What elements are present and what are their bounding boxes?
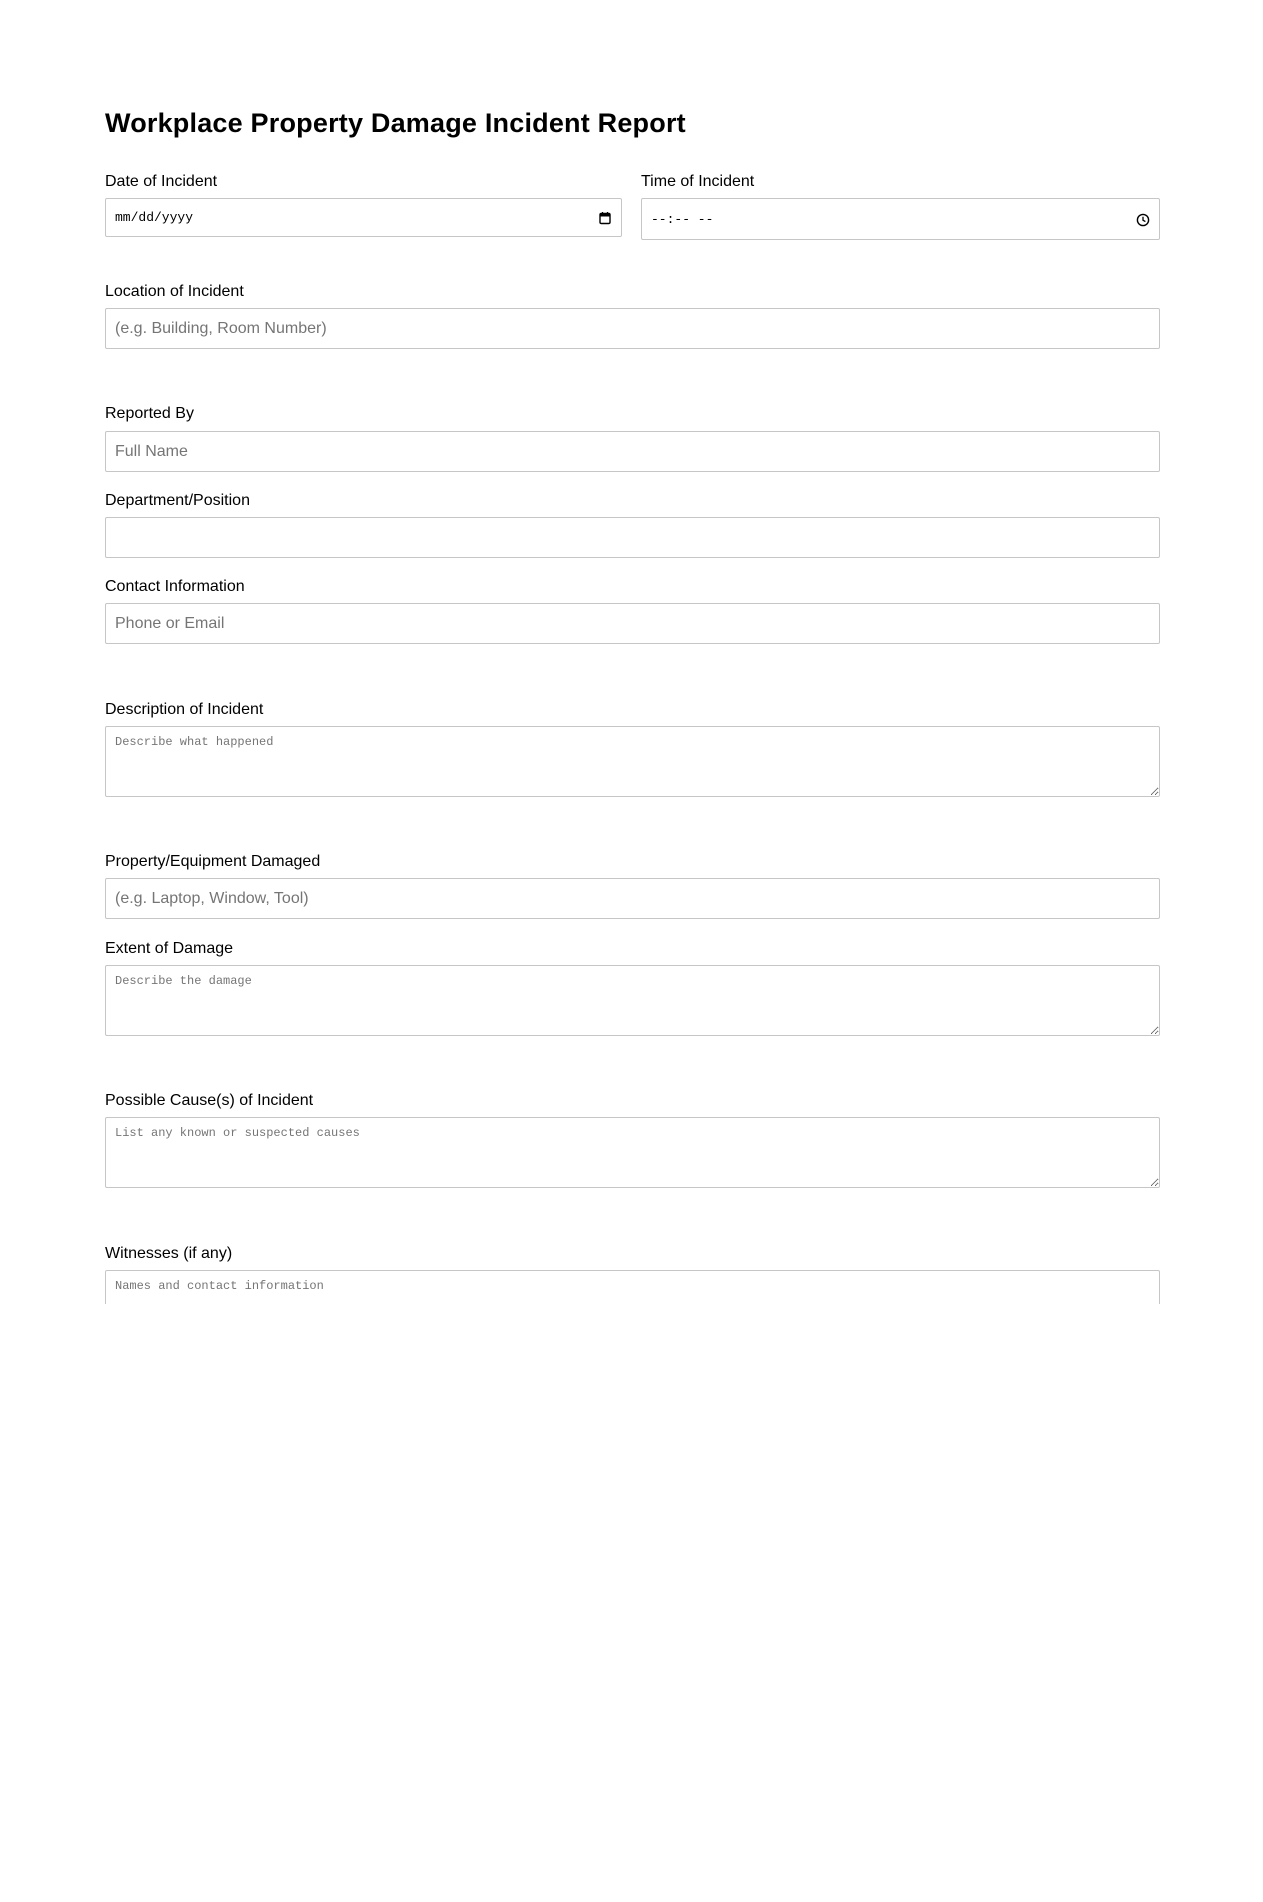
description-label: Description of Incident [105,701,264,718]
causes-textarea[interactable] [105,1117,1160,1188]
contact-input[interactable] [105,603,1160,644]
witnesses-label: Witnesses (if any) [105,1245,233,1262]
time-value: --:-- -- [651,212,714,227]
department-label: Department/Position [105,492,250,509]
calendar-icon[interactable] [597,210,613,226]
location-input[interactable] [105,308,1160,349]
blank-area [0,1304,1263,1902]
date-input[interactable] [105,198,622,237]
time-label: Time of Incident [641,173,755,190]
property-input[interactable] [105,878,1160,919]
extent-textarea[interactable] [105,965,1160,1036]
causes-label: Possible Cause(s) of Incident [105,1092,314,1109]
contact-label: Contact Information [105,578,245,595]
date-value: mm/dd/yyyy [115,210,194,225]
property-label: Property/Equipment Damaged [105,853,321,870]
time-input[interactable] [641,198,1160,240]
reported-by-input[interactable] [105,431,1160,472]
description-textarea[interactable] [105,726,1160,797]
location-label: Location of Incident [105,283,244,300]
page-title: Workplace Property Damage Incident Report [105,108,686,138]
extent-label: Extent of Damage [105,940,234,957]
reported-by-label: Reported By [105,405,194,422]
clock-icon[interactable] [1135,212,1151,228]
department-input[interactable] [105,517,1160,558]
date-label: Date of Incident [105,173,218,190]
